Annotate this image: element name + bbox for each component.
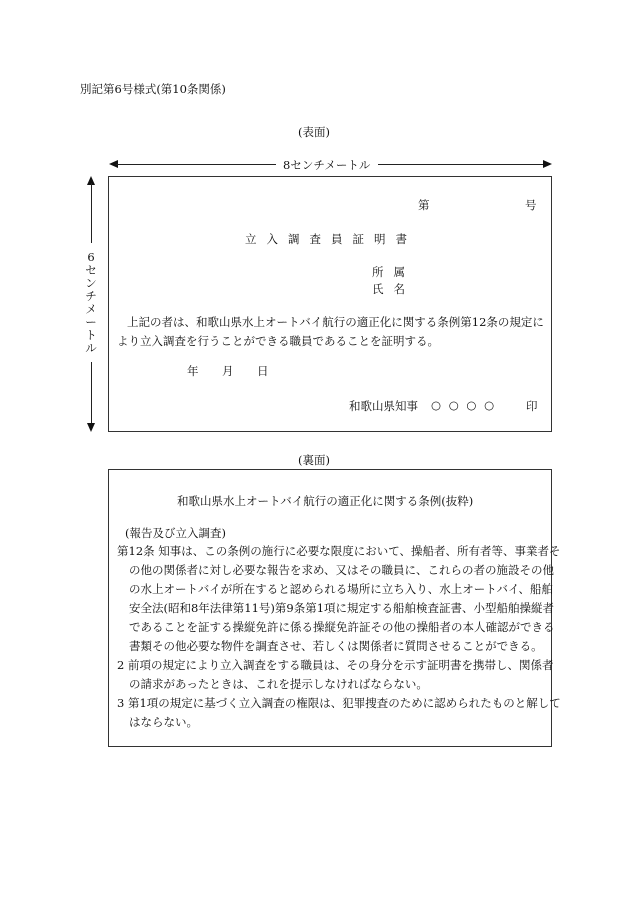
width-dimension-line-left [116, 164, 276, 165]
height-dimension-glyph: メ [85, 302, 97, 316]
name-label: 氏名 [372, 282, 415, 296]
paragraph-2: 2 前項の規定により立入調査をする職員は、その身分を示す証明書を携帯し、関係者の請求があったときは、これを提示しなければならない。 [117, 658, 554, 691]
right-arrow-icon [543, 160, 552, 168]
paragraph-3: 3 第1項の規定に基づく立入調査の権限は、犯罪捜査のために認められたものと解してはならない。 [117, 696, 561, 729]
back-card [108, 469, 561, 747]
down-arrow-icon [87, 423, 95, 432]
form-label: 別記第6号様式(第10条関係) [80, 82, 226, 96]
height-dimension-glyph: ル [85, 341, 97, 355]
date-month: 月 [222, 364, 234, 378]
seal-label: 印 [526, 399, 538, 413]
height-dimension-glyph: セ [85, 263, 97, 277]
height-dimension-glyph: チ [85, 289, 97, 303]
front-side-label: (表面) [298, 125, 330, 139]
height-dimension-glyph: ン [85, 276, 97, 290]
date-day: 日 [257, 364, 269, 378]
height-dimension-label [83, 251, 99, 355]
certificate-title: 立入調査員証明書 [245, 232, 417, 246]
article-12: 第12条 知事は、この条例の施行に必要な限度において、操船者、所有者等、事業者その他の関係者に対し必要な報告を求め、又はその職員に、これらの者の施設その他の水上オートバイが所在すると認められる場所に立ち入り、水上オートバイ、船舶安全法(昭和8年法律第11号)第9条第1項に規定する船舶検査証書、小型船舶操縦者であることを証する操縦免許に係る操縦免許証その他の操船者の本人確認ができる書類その他必要な物件を調査させ、若しくは関係者に質問させることができる。 [117, 544, 561, 653]
issuer-marks: ○ ○ ○ ○ [431, 398, 495, 412]
affiliation-label: 所属 [372, 265, 415, 279]
width-dimension-line-right [378, 164, 545, 165]
height-dimension-line-bottom [91, 362, 92, 424]
front-card [108, 176, 552, 432]
height-dimension-glyph: ト [85, 328, 97, 342]
issuer: 和歌山県知事 [349, 399, 418, 413]
height-dimension-line-top [91, 183, 92, 243]
ordinance-title: 和歌山県水上オートバイ航行の適正化に関する条例(抜粋) [177, 494, 474, 508]
height-dimension-glyph: ー [85, 315, 97, 329]
date-year: 年 [187, 364, 199, 378]
number-suffix: 号 [525, 198, 537, 212]
certificate-statement: 上記の者は、和歌山県水上オートバイ航行の適正化に関する条例第12条の規定により立入調査を行うことができる職員であることを証明する。 [117, 315, 544, 348]
height-dimension-glyph: 6 [87, 250, 95, 264]
number-label: 第 [418, 198, 430, 212]
width-dimension-label: 8センチメートル [283, 158, 371, 172]
back-side-label: (裏面) [298, 453, 330, 467]
article-caption: (報告及び立入調査) [125, 526, 226, 540]
